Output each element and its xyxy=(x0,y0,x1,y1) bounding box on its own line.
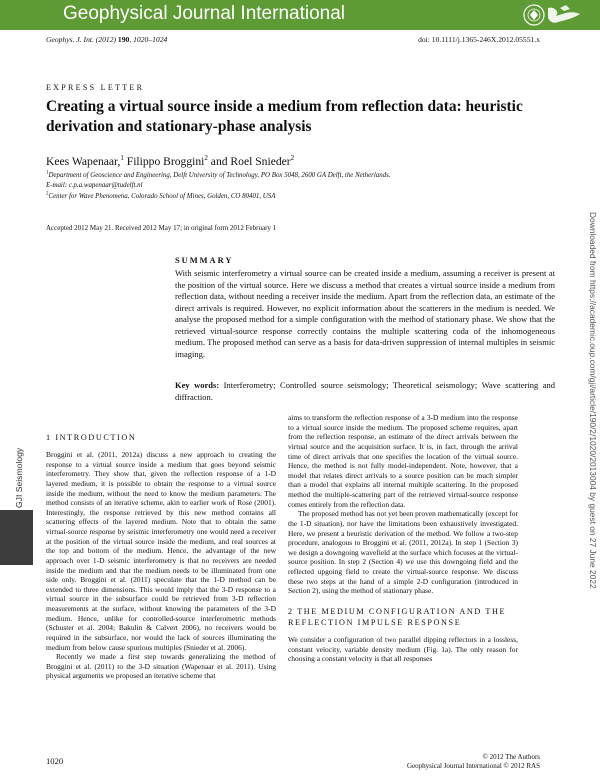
keywords-text: Interferometry; Controlled source seismology; Theoretical seismology; Wave scattering and diffraction. xyxy=(175,380,555,402)
keywords-label: Key words: xyxy=(175,380,220,390)
citation-pages: , 1020–1024 xyxy=(129,35,168,44)
author-affiliation-mark: 2 xyxy=(204,154,208,163)
body-column-right xyxy=(288,413,518,664)
affiliation-2 xyxy=(46,193,275,200)
affiliation-mark: 1 xyxy=(46,170,49,176)
body-column-left xyxy=(46,432,276,681)
intro-paragraph-4: The proposed method has not yet been proven mathematically (except for the 1-D situation), nor have the limitations been exhaustively investigated. Here, we present a heuristic derivation of the method. We follow a two-step procedure, analogous to Broggini et al. (2011, 2012a). In step 1 (Section 3) we design a downgoing wavefield at the surface which focuses at the virtual-source position. In step 2 (Section 4) we use this downgoing field and the reflected upgoing field to create the virtual-source response. We discuss these two steps at the hand of a simple 2-D configuration (introduced in Section 2), using the method of stationary phase. xyxy=(288,509,518,596)
section-side-tab xyxy=(0,510,33,565)
copyright xyxy=(407,753,540,771)
keywords xyxy=(175,380,555,403)
copyright-line-1: © 2012 The Authors xyxy=(482,753,540,761)
affiliation-text: Center for Wave Phenomena, Colorado School of Mines, Golden, CO 80401, USA xyxy=(48,193,276,200)
journal-title: Geophysical Journal International xyxy=(63,3,346,24)
citation-year: (2012) xyxy=(93,35,118,44)
summary-body: With seismic interferometry a virtual source can be created inside a medium, assuming a receiver is present at the position of the virtual source. Here we discuss a method that creates a virtual source inside a medium from reflection data, without needing a receiver inside the medium. Apart from the reflection data, an estimate of the direct arrivals is required. However, no explicit information about the scatterers in the medium is needed. We analyse the proposed method for a simple configuration with the method of stationary phase. We show that the retrieved virtual-source response correctly contains the multiple scattering coda of the inhomogeneous medium. The proposed method can serve as a basis for data-driven suppression of internal multiples in seismic imaging. xyxy=(175,268,555,359)
affiliation-text: Department of Geoscience and Engineering, Delft University of Technology, PO Box 5048, 2600 GA Delft, the Netherlands. xyxy=(48,172,391,179)
section-side-label xyxy=(14,438,26,508)
author-affiliation-mark: 1 xyxy=(120,154,124,163)
article-title: Creating a virtual source inside a medium from reflection data: heuristic derivation and stationary-phase analysis xyxy=(46,98,523,135)
doi: doi: 10.1111/j.1365-246X.2012.05551.x xyxy=(418,35,540,44)
download-note-text: Downloaded from https://academic.oup.com/gji/article/190/2/1020/2013004 by guest on 27 June 2022 xyxy=(588,212,598,589)
intro-paragraph-1: Broggini et al. (2011, 2012a) discuss a new approach to creating the response to a virtual source inside a medium that goes beyond seismic interferometry. They show that, given the reflection response of a 1-D layered medium, it is possible to obtain the response to a virtual source inside the medium, without the need to know the medium parameters. The method consists of an iterative scheme, akin to earlier work of Rose (2001). Interestingly, the response retrieved by this new method contains all scattering effects of the layered medium. Note that to obtain the same virtual-source response by seismic interferometry one would need a receiver at the position of the virtual source inside the medium, and real sources at the top and bottom of the medium. Hence, the advantage of the new approach over 1-D seismic interferometry is that no receivers are needed inside the medium and that the medium needs to be illuminated from one side only. Broggini et al. (2011) speculate that the 1-D method can be extended to three dimensions. This would imply that the 3-D response to a virtual source in the subsurface could be retrieved from 3-D reflection measurements at the surface, without knowing the parameters of the 3-D medium. Hence, unlike for controlled-source interferometric methods (Schuster et al. 2004; Bakulin & Calvert 2006), no receivers would be required in the subsurface, nor would the lack of sources illuminating the medium from below cause spurious multiples (Snieder et al. 2006). xyxy=(46,450,276,652)
author-name: Kees Wapenaar, xyxy=(46,155,121,168)
citation-journal: Geophys. J. Int. xyxy=(46,35,94,44)
citation-volume: 190 xyxy=(117,35,130,44)
author-affiliation-mark: 2 xyxy=(290,154,295,163)
author-name: and Roel Snieder xyxy=(210,155,291,168)
intro-heading: 1 INTRODUCTION xyxy=(46,433,137,442)
article-dates: Accepted 2012 May 21. Received 2012 May 17; in original form 2012 February 1 xyxy=(46,224,277,232)
citation xyxy=(46,35,167,44)
section-type-label: EXPRESS LETTER xyxy=(46,83,145,92)
intro-paragraph-2: Recently we made a first step towards generalizing the method of Broggini et al. (2011) to the 3-D situation (Wapenaar et al. 2011). Using physical arguments we proposed an iterative scheme that xyxy=(46,652,276,681)
section-side-label-text: GJI Seismology xyxy=(14,447,24,508)
journal-banner xyxy=(0,0,600,30)
copyright-line-2: Geophysical Journal International © 2012 RAS xyxy=(406,762,540,770)
download-note xyxy=(586,212,599,752)
section-2-paragraph-1: We consider a configuration of two parallel dipping reflectors in a lossless, constant velocity, variable density medium (Fig. 1a). The only reason for choosing a constant velocity is that all responses xyxy=(288,634,518,664)
email-text: E-mail: c.p.a.wapenaar@tudelft.nl xyxy=(46,182,143,189)
page-number: 1020 xyxy=(46,756,64,766)
intro-paragraph-3: aims to transform the reflection response of a 3-D medium into the response to a virtual source inside the medium. The proposed scheme requires, apart from the reflection response, an estimate of the direct arrivals between the virtual source and the acquisition surface. It is, in fact, through the arrival time of direct arrivals that one specifies the location of the virtual source. Hence, the method is not fully model-independent. Note, however, that a model that relates direct arrivals to a source position can be much simpler than a model that explains all internal multiple scattering. In the proposed method the multiple-scattering part of the retrieved virtual-source response comes entirely from the reflection data. xyxy=(288,413,518,509)
summary-heading: SUMMARY xyxy=(175,256,234,265)
affiliation-1 xyxy=(46,172,390,179)
section-2-heading: 2 THE MEDIUM CONFIGURATION AND THE REFLECTION IMPULSE RESPONSE xyxy=(288,606,507,627)
affiliation-mark: 2 xyxy=(46,191,49,197)
ras-seal-logo-icon xyxy=(520,2,586,28)
author-list xyxy=(46,155,294,168)
author-email xyxy=(46,182,142,189)
author-name: Filippo Broggini xyxy=(126,155,205,168)
